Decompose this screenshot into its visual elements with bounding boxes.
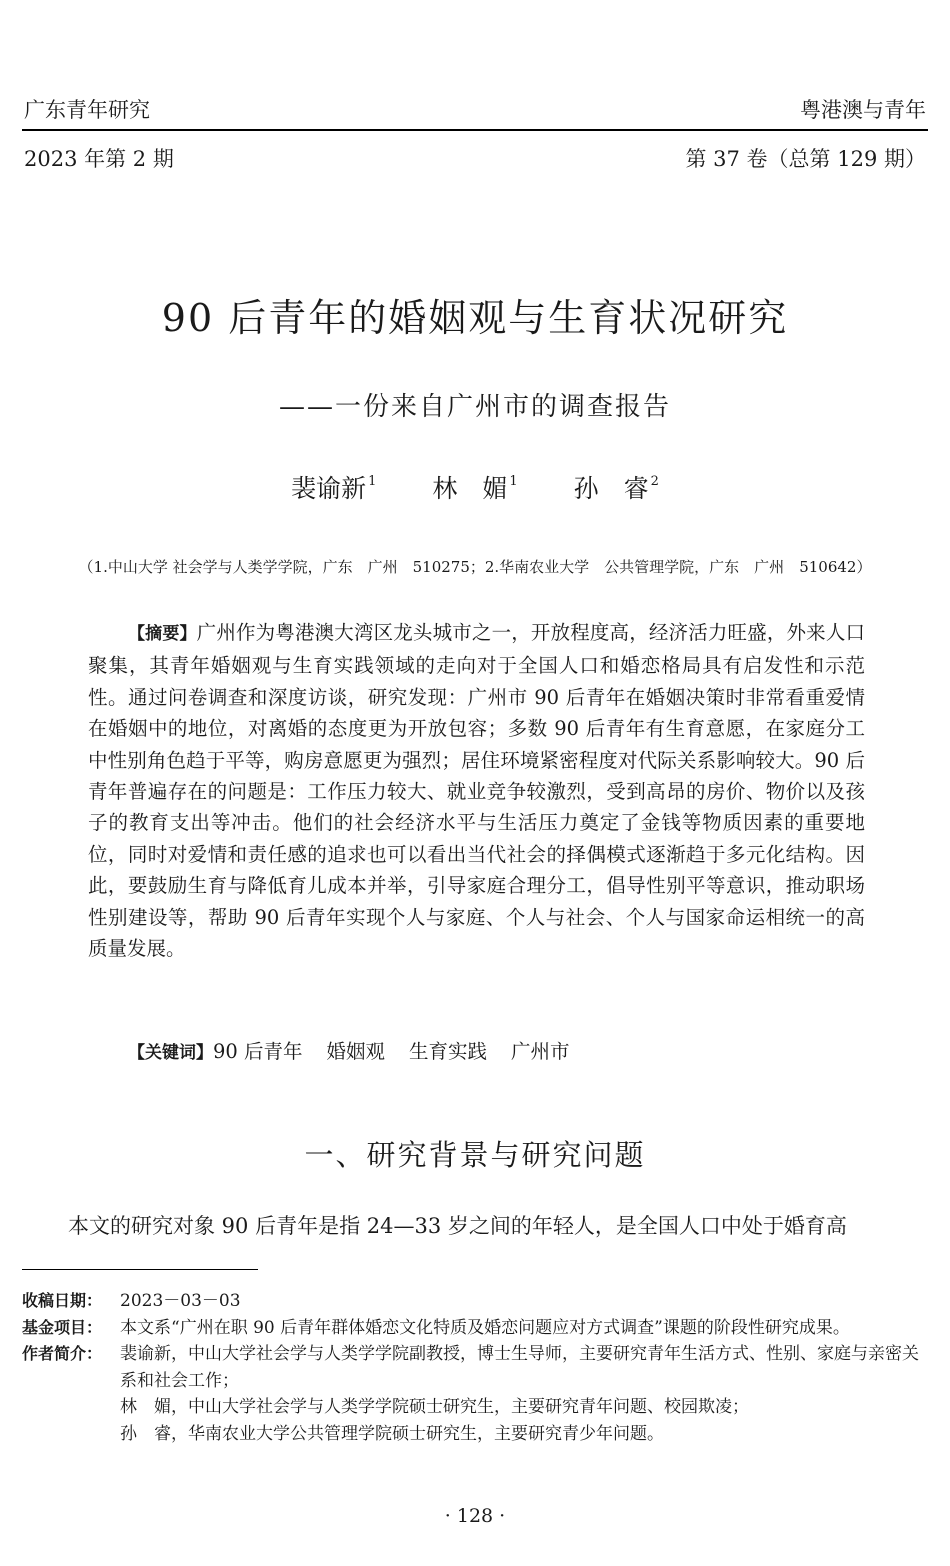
author-name: 林 媚	[432, 474, 508, 503]
issue-info: 2023 年第 2 期	[24, 147, 174, 171]
body-paragraph: 本文的研究对象 90 后青年是指 24—33 岁之间的年轻人，是全国人口中处于婚育高	[68, 1214, 847, 1238]
keywords-label: 【关键词】	[128, 1043, 213, 1063]
author-1	[291, 469, 376, 505]
abstract-label: 【摘要】	[128, 624, 197, 644]
author-affiliation-mark: 1	[509, 474, 518, 489]
keyword: 婚姻观	[326, 1040, 386, 1063]
author-bio: 林 媚，中山大学社会学与人类学学院硕士研究生，主要研究青年问题、校园欺凌；	[120, 1397, 749, 1417]
author-name: 裴谕新	[291, 474, 367, 503]
paper-subtitle: ——一份来自广州市的调查报告	[278, 392, 671, 422]
footnotes	[22, 1288, 930, 1447]
journal-name: 广东青年研究	[24, 98, 150, 122]
affiliations: （1.中山大学 社会学与人类学学院，广东 广州 510275；2.华南农业大学 公共管理学院，广东 广州 510642）	[78, 558, 872, 576]
keyword: 广州市	[511, 1040, 570, 1063]
author-bio-row	[22, 1341, 930, 1394]
fund-text: 本文系“广州在职 90 后青年群体婚恋文化特质及婚恋问题应对方式调查”课题的阶段性研究成果。	[120, 1317, 850, 1338]
footnote-rule	[22, 1269, 258, 1270]
fund-label: 基金项目：	[22, 1317, 103, 1337]
received-date-row	[22, 1288, 930, 1315]
author-affiliation-mark: 2	[650, 474, 659, 489]
author-3	[574, 469, 659, 505]
page-number: · 128 ·	[444, 1505, 506, 1527]
bio-label: 作者简介：	[22, 1344, 103, 1363]
paper-title: 90 后青年的婚姻观与生育状况研究	[161, 296, 789, 340]
author-bio: 孙 睿，华南农业大学公共管理学院硕士研究生，主要研究青少年问题。	[120, 1423, 664, 1444]
author-list	[0, 469, 950, 505]
author-name: 孙 睿	[573, 474, 649, 503]
header-rule	[22, 129, 928, 131]
received-date: 2023－03－03	[120, 1291, 241, 1311]
keyword: 90 后青年	[213, 1040, 303, 1063]
abstract-text: 广州作为粤港澳大湾区龙头城市之一，开放程度高，经济活力旺盛，外来人口聚集，其青年婚姻观与生育实践领域的走向对于全国人口和婚恋格局具有启发性和示范性。通过问卷调查和深度访谈，研究发现：广州市 90 后青年在婚姻决策时非常看重爱情在婚姻中的地位，对离婚的态度更为开放包容；多数 90 后青年有生育意愿，在家庭分工中性别角色趋于平等，购房意愿更为强烈；居住环境紧密程度对代际关系影响较大。90 后青年普遍存在的问题是：工作压力较大、就业竞争较激烈，受到高昂的房价、物价以及孩子的教育支出等冲击。他们的社会经济水平与生活压力奠定了金钱等物质因素的重要地位，同时对爱情和责任感的追求也可以看出当代社会的择偶模式逐渐趋于多元化结构。因此，要鼓励生育与降低育儿成本并举，引导家庭合理分工，倡导性别平等意识，推动职场性别建设等，帮助 90 后青年实现个人与家庭、个人与社会、个人与国家命运相统一的高质量发展。	[88, 621, 865, 961]
author-bio: 裴谕新，中山大学社会学与人类学学院副教授，博士生导师，主要研究青年生活方式、性别、家庭与亲密关系和社会工作；	[120, 1344, 919, 1391]
volume-info: 第 37 卷（总第 129 期）	[685, 147, 926, 171]
author-2	[432, 469, 517, 505]
keyword: 生育实践	[409, 1040, 488, 1063]
abstract	[88, 617, 865, 964]
author-affiliation-mark: 1	[368, 474, 377, 489]
keywords	[128, 1036, 594, 1064]
section-name: 粤港澳与青年	[800, 98, 926, 122]
fund-row	[22, 1315, 930, 1342]
section-heading: 一、研究背景与研究问题	[304, 1138, 646, 1172]
received-label: 收稿日期：	[22, 1291, 103, 1310]
abstract-paragraph	[88, 617, 865, 964]
